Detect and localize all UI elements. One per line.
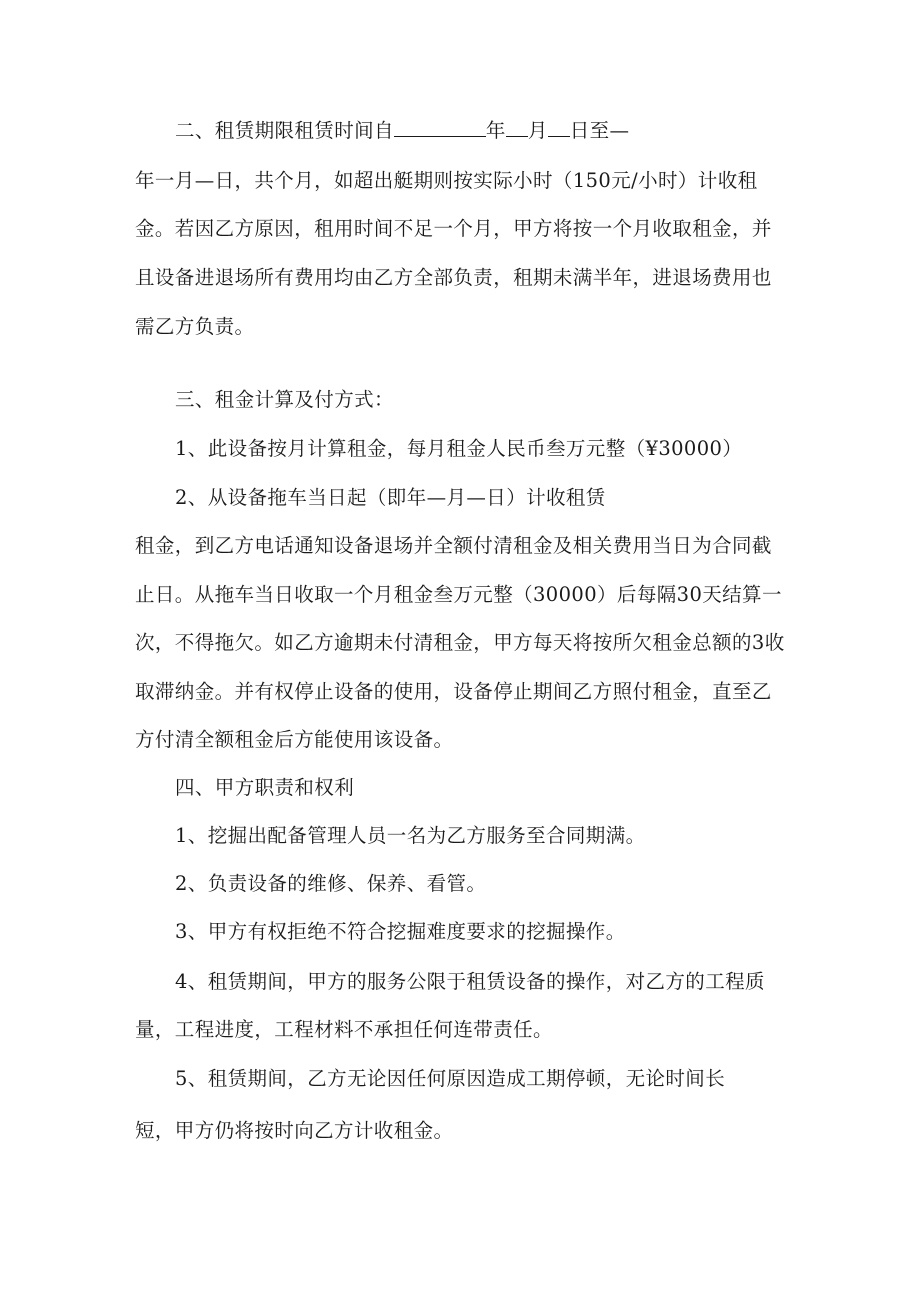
paragraph-line: 方付清全额租金后方能使用该设备。 [135,728,454,751]
section2-heading-text: 二、租赁期限租赁时间自 [175,119,394,142]
paragraph-line: 量，工程进度，工程材料不承担任何连带责任。 [135,1018,553,1041]
paragraph-line: 且设备进退场所有费用均由乙方全部负责，租期未满半年，进退场费用也 [135,266,772,289]
section4-item-5: 5、租赁期间，乙方无论因任何原因造成工期停顿，无论时间长 [175,1067,726,1090]
year-blank [394,117,486,137]
paragraph-line: 年一月—日，共个月，如超出艇期则按实际小时（150元/小时）计收租 [135,169,758,192]
year-label: 年 [485,119,506,142]
section4-item-2: 2、负责设备的维修、保养、看管。 [175,872,487,895]
section4-item-4: 4、租赁期间，甲方的服务公限于租赁设备的操作，对乙方的工程质 [175,970,765,993]
month-label: 月 [527,119,548,142]
paragraph-line: 止日。从拖车当日收取一个月租金叁万元整（30000）后每隔30天结算一 [135,583,782,606]
day-blank [548,117,570,137]
section4-item-1: 1、挖掘出配备管理人员一名为乙方服务至合同期满。 [175,824,646,847]
day-label: 日至— [569,119,630,142]
section3-item-2: 2、从设备拖车当日起（即年—月—日）计收租赁 [175,486,606,509]
section3-heading: 三、租金计算及付方式： [175,388,394,411]
month-blank [506,117,528,137]
section4-item-3: 3、甲方有权拒绝不符合挖掘难度要求的挖掘操作。 [175,920,626,943]
section4-heading: 四、甲方职责和权利 [175,776,355,799]
paragraph-line: 租金，到乙方电话通知设备退场并全额付清租金及相关费用当日为合同截 [135,534,772,557]
paragraph-line: 次，不得拖欠。如乙方逾期未付清租金，甲方每天将按所欠租金总额的3收 [135,631,785,654]
paragraph-line: 短，甲方仍将按时向乙方计收租金。 [135,1119,454,1142]
paragraph-line: 需乙方负责。 [135,315,255,338]
section3-item-1: 1、此设备按月计算租金，每月租金人民币叁万元整（¥30000） [175,437,743,460]
paragraph-line: 取滞纳金。并有权停止设备的使用，设备停止期间乙方照付租金，直至乙 [135,680,772,703]
section2-first-line [175,116,795,146]
paragraph-line: 金。若因乙方原因，租用时间不足一个月，甲方将按一个月收取租金，并 [135,217,772,240]
